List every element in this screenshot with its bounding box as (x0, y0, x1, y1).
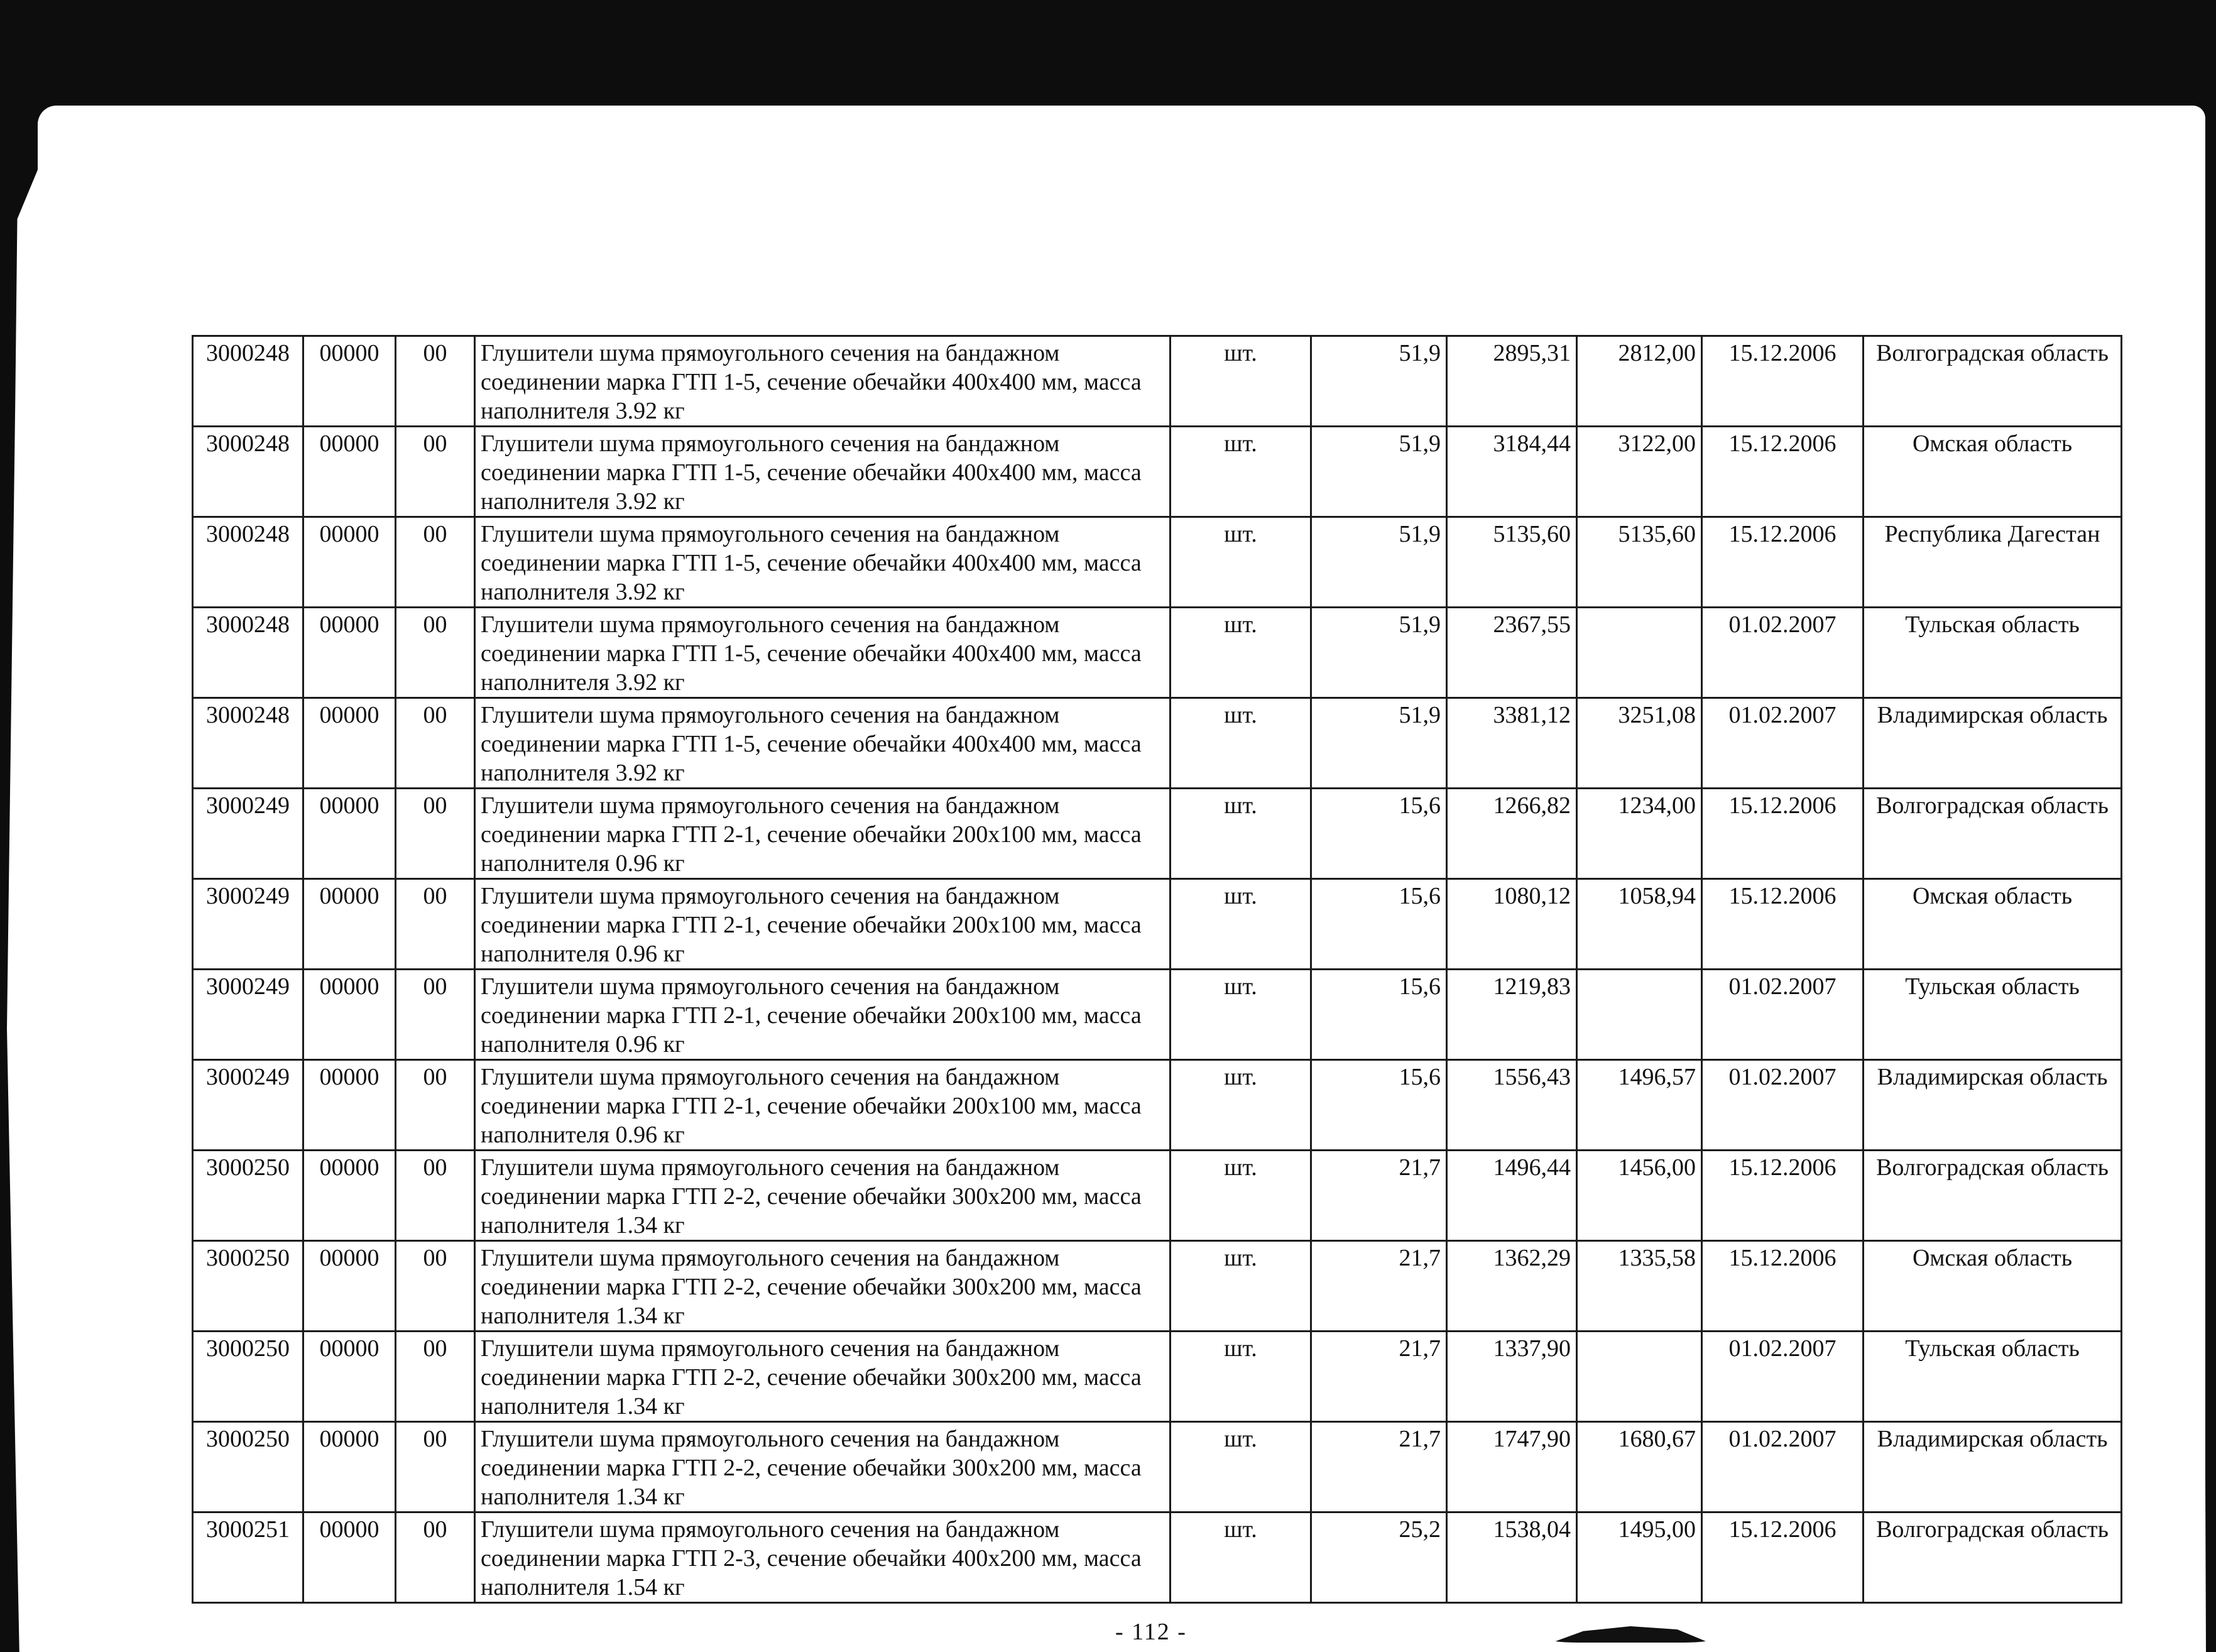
date-cell: 15.12.2006 (1702, 879, 1864, 970)
price-table (192, 335, 2122, 1604)
alt-price-cell: 2812,00 (1577, 336, 1702, 427)
description-cell: Глушители шума прямоугольного сечения на бандажном соединении марка ГТП 1-5, сечение обечайки 400x400 мм, масса наполнителя 3.92 кг (475, 608, 1171, 698)
sub-code-cell: 00000 (303, 879, 396, 970)
weight-cell: 15,6 (1311, 1060, 1447, 1151)
group-code-cell: 00 (396, 608, 475, 698)
unit-cell: шт. (1171, 336, 1311, 427)
unit-cell: шт. (1171, 1151, 1311, 1241)
sub-code-cell: 00000 (303, 1060, 396, 1151)
price-cell: 2895,31 (1447, 336, 1577, 427)
group-code-cell: 00 (396, 517, 475, 608)
description-cell: Глушители шума прямоугольного сечения на бандажном соединении марка ГТП 2-3, сечение обечайки 400x200 мм, масса наполнителя 1.54 кг (475, 1513, 1171, 1603)
item-code-cell: 3000248 (193, 608, 303, 698)
weight-cell: 51,9 (1311, 608, 1447, 698)
price-cell: 3184,44 (1447, 427, 1577, 517)
table-row (193, 789, 2122, 879)
weight-cell: 51,9 (1311, 336, 1447, 427)
group-code-cell: 00 (396, 336, 475, 427)
item-code-cell: 3000251 (193, 1513, 303, 1603)
group-code-cell: 00 (396, 1422, 475, 1513)
weight-cell: 51,9 (1311, 698, 1447, 789)
unit-cell: шт. (1171, 970, 1311, 1060)
region-cell: Омская область (1864, 879, 2122, 970)
region-cell: Волгоградская область (1864, 789, 2122, 879)
description-cell: Глушители шума прямоугольного сечения на бандажном соединении марка ГТП 2-2, сечение обечайки 300x200 мм, масса наполнителя 1.34 кг (475, 1422, 1171, 1513)
description-cell: Глушители шума прямоугольного сечения на бандажном соединении марка ГТП 2-1, сечение обечайки 200x100 мм, масса наполнителя 0.96 кг (475, 879, 1171, 970)
item-code-cell: 3000248 (193, 698, 303, 789)
item-code-cell: 3000250 (193, 1332, 303, 1422)
description-cell: Глушители шума прямоугольного сечения на бандажном соединении марка ГТП 1-5, сечение обечайки 400x400 мм, масса наполнителя 3.92 кг (475, 698, 1171, 789)
weight-cell: 21,7 (1311, 1151, 1447, 1241)
price-cell: 1747,90 (1447, 1422, 1577, 1513)
sub-code-cell: 00000 (303, 1332, 396, 1422)
unit-cell: шт. (1171, 1332, 1311, 1422)
item-code-cell: 3000248 (193, 336, 303, 427)
table-row (193, 1332, 2122, 1422)
region-cell: Владимирская область (1864, 698, 2122, 789)
group-code-cell: 00 (396, 970, 475, 1060)
description-cell: Глушители шума прямоугольного сечения на бандажном соединении марка ГТП 2-1, сечение обечайки 200x100 мм, масса наполнителя 0.96 кг (475, 1060, 1171, 1151)
date-cell: 15.12.2006 (1702, 427, 1864, 517)
price-cell: 5135,60 (1447, 517, 1577, 608)
weight-cell: 51,9 (1311, 427, 1447, 517)
date-cell: 15.12.2006 (1702, 1151, 1864, 1241)
alt-price-cell: 1456,00 (1577, 1151, 1702, 1241)
weight-cell: 15,6 (1311, 879, 1447, 970)
region-cell: Владимирская область (1864, 1422, 2122, 1513)
table-row (193, 1241, 2122, 1332)
price-cell: 1266,82 (1447, 789, 1577, 879)
sub-code-cell: 00000 (303, 1513, 396, 1603)
table-row (193, 1151, 2122, 1241)
sub-code-cell: 00000 (303, 517, 396, 608)
sub-code-cell: 00000 (303, 608, 396, 698)
date-cell: 15.12.2006 (1702, 789, 1864, 879)
table-row (193, 970, 2122, 1060)
alt-price-cell: 5135,60 (1577, 517, 1702, 608)
alt-price-cell: 1496,57 (1577, 1060, 1702, 1151)
sub-code-cell: 00000 (303, 336, 396, 427)
weight-cell: 21,7 (1311, 1332, 1447, 1422)
item-code-cell: 3000250 (193, 1241, 303, 1332)
alt-price-cell: 1058,94 (1577, 879, 1702, 970)
date-cell: 01.02.2007 (1702, 608, 1864, 698)
table-row (193, 1422, 2122, 1513)
sub-code-cell: 00000 (303, 427, 396, 517)
weight-cell: 25,2 (1311, 1513, 1447, 1603)
group-code-cell: 00 (396, 1332, 475, 1422)
date-cell: 01.02.2007 (1702, 698, 1864, 789)
unit-cell: шт. (1171, 789, 1311, 879)
item-code-cell: 3000249 (193, 789, 303, 879)
table-row (193, 517, 2122, 608)
price-cell: 1538,04 (1447, 1513, 1577, 1603)
region-cell: Волгоградская область (1864, 1513, 2122, 1603)
item-code-cell: 3000249 (193, 879, 303, 970)
price-cell: 2367,55 (1447, 608, 1577, 698)
date-cell: 01.02.2007 (1702, 1422, 1864, 1513)
alt-price-cell: 1335,58 (1577, 1241, 1702, 1332)
date-cell: 15.12.2006 (1702, 1513, 1864, 1603)
group-code-cell: 00 (396, 427, 475, 517)
sub-code-cell: 00000 (303, 1241, 396, 1332)
item-code-cell: 3000249 (193, 1060, 303, 1151)
sub-code-cell: 00000 (303, 1422, 396, 1513)
unit-cell: шт. (1171, 427, 1311, 517)
date-cell: 15.12.2006 (1702, 517, 1864, 608)
group-code-cell: 00 (396, 789, 475, 879)
region-cell: Тульская область (1864, 1332, 2122, 1422)
group-code-cell: 00 (396, 1513, 475, 1603)
table-row (193, 698, 2122, 789)
price-cell: 3381,12 (1447, 698, 1577, 789)
price-cell: 1496,44 (1447, 1151, 1577, 1241)
item-code-cell: 3000250 (193, 1422, 303, 1513)
unit-cell: шт. (1171, 517, 1311, 608)
weight-cell: 21,7 (1311, 1422, 1447, 1513)
unit-cell: шт. (1171, 698, 1311, 789)
description-cell: Глушители шума прямоугольного сечения на бандажном соединении марка ГТП 2-1, сечение обечайки 200x100 мм, масса наполнителя 0.96 кг (475, 789, 1171, 879)
item-code-cell: 3000250 (193, 1151, 303, 1241)
alt-price-cell: 3251,08 (1577, 698, 1702, 789)
date-cell: 15.12.2006 (1702, 1241, 1864, 1332)
description-cell: Глушители шума прямоугольного сечения на бандажном соединении марка ГТП 1-5, сечение обечайки 400x400 мм, масса наполнителя 3.92 кг (475, 336, 1171, 427)
unit-cell: шт. (1171, 1060, 1311, 1151)
description-cell: Глушители шума прямоугольного сечения на бандажном соединении марка ГТП 2-2, сечение обечайки 300x200 мм, масса наполнителя 1.34 кг (475, 1332, 1171, 1422)
region-cell: Волгоградская область (1864, 1151, 2122, 1241)
alt-price-cell: 3122,00 (1577, 427, 1702, 517)
group-code-cell: 00 (396, 1060, 475, 1151)
alt-price-cell: 1234,00 (1577, 789, 1702, 879)
sub-code-cell: 00000 (303, 1151, 396, 1241)
sub-code-cell: 00000 (303, 970, 396, 1060)
table-row (193, 1513, 2122, 1603)
alt-price-cell (1577, 1332, 1702, 1422)
description-cell: Глушители шума прямоугольного сечения на бандажном соединении марка ГТП 1-5, сечение обечайки 400x400 мм, масса наполнителя 3.92 кг (475, 517, 1171, 608)
table-row (193, 879, 2122, 970)
date-cell: 15.12.2006 (1702, 336, 1864, 427)
table-row (193, 1060, 2122, 1151)
region-cell: Республика Дагестан (1864, 517, 2122, 608)
unit-cell: шт. (1171, 1241, 1311, 1332)
date-cell: 01.02.2007 (1702, 1332, 1864, 1422)
price-cell: 1219,83 (1447, 970, 1577, 1060)
item-code-cell: 3000248 (193, 427, 303, 517)
date-cell: 01.02.2007 (1702, 970, 1864, 1060)
weight-cell: 21,7 (1311, 1241, 1447, 1332)
region-cell: Омская область (1864, 1241, 2122, 1332)
item-code-cell: 3000249 (193, 970, 303, 1060)
alt-price-cell: 1680,67 (1577, 1422, 1702, 1513)
item-code-cell: 3000248 (193, 517, 303, 608)
price-cell: 1362,29 (1447, 1241, 1577, 1332)
weight-cell: 51,9 (1311, 517, 1447, 608)
page-number: - 112 - (1115, 1619, 1187, 1645)
group-code-cell: 00 (396, 1151, 475, 1241)
table-row (193, 427, 2122, 517)
group-code-cell: 00 (396, 1241, 475, 1332)
region-cell: Тульская область (1864, 970, 2122, 1060)
region-cell: Тульская область (1864, 608, 2122, 698)
group-code-cell: 00 (396, 879, 475, 970)
region-cell: Владимирская область (1864, 1060, 2122, 1151)
price-cell: 1080,12 (1447, 879, 1577, 970)
group-code-cell: 00 (396, 698, 475, 789)
scan-border-top (0, 0, 2216, 113)
weight-cell: 15,6 (1311, 789, 1447, 879)
region-cell: Омская область (1864, 427, 2122, 517)
price-cell: 1556,43 (1447, 1060, 1577, 1151)
alt-price-cell: 1495,00 (1577, 1513, 1702, 1603)
description-cell: Глушители шума прямоугольного сечения на бандажном соединении марка ГТП 2-1, сечение обечайки 200x100 мм, масса наполнителя 0.96 кг (475, 970, 1171, 1060)
table-row (193, 336, 2122, 427)
alt-price-cell (1577, 608, 1702, 698)
price-cell: 1337,90 (1447, 1332, 1577, 1422)
date-cell: 01.02.2007 (1702, 1060, 1864, 1151)
unit-cell: шт. (1171, 879, 1311, 970)
unit-cell: шт. (1171, 1422, 1311, 1513)
sub-code-cell: 00000 (303, 698, 396, 789)
description-cell: Глушители шума прямоугольного сечения на бандажном соединении марка ГТП 1-5, сечение обечайки 400x400 мм, масса наполнителя 3.92 кг (475, 427, 1171, 517)
description-cell: Глушители шума прямоугольного сечения на бандажном соединении марка ГТП 2-2, сечение обечайки 300x200 мм, масса наполнителя 1.34 кг (475, 1151, 1171, 1241)
unit-cell: шт. (1171, 1513, 1311, 1603)
region-cell: Волгоградская область (1864, 336, 2122, 427)
unit-cell: шт. (1171, 608, 1311, 698)
description-cell: Глушители шума прямоугольного сечения на бандажном соединении марка ГТП 2-2, сечение обечайки 300x200 мм, масса наполнителя 1.34 кг (475, 1241, 1171, 1332)
table-row (193, 608, 2122, 698)
sub-code-cell: 00000 (303, 789, 396, 879)
alt-price-cell (1577, 970, 1702, 1060)
weight-cell: 15,6 (1311, 970, 1447, 1060)
